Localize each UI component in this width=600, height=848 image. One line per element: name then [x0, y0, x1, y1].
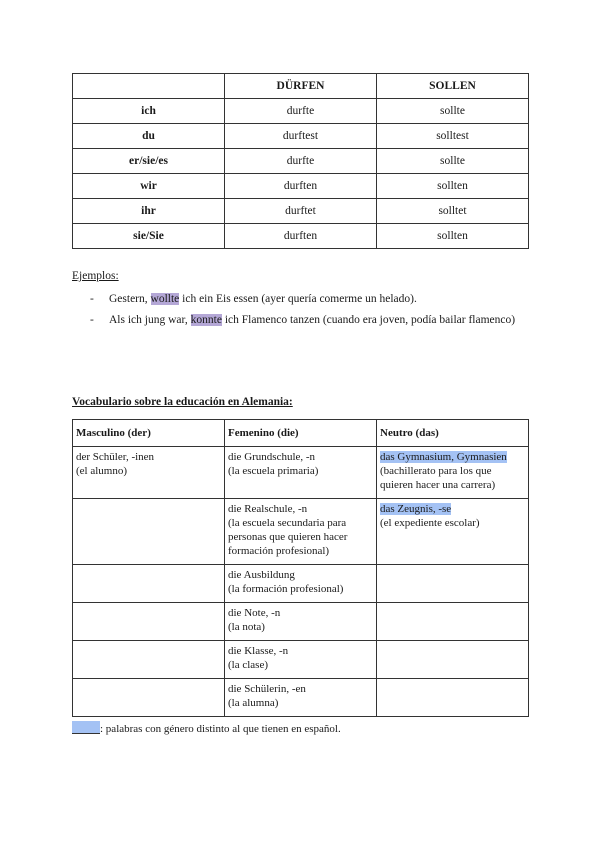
pronoun-cell: er/sie/es: [73, 149, 225, 174]
masculine-cell: [73, 565, 225, 603]
durfen-cell: durfte: [225, 99, 377, 124]
example-text-after: ich ein Eis essen (ayer quería comerme un helado).: [179, 293, 417, 305]
feminine-translation: (la nota): [228, 621, 265, 633]
neuter-word-highlight: das Gymnasium, Gymnasien: [380, 451, 507, 463]
neuter-translation: (el expediente escolar): [380, 517, 480, 529]
example-dash: -: [90, 293, 94, 305]
masculine-cell: [73, 679, 225, 717]
pronoun-cell: du: [73, 124, 225, 149]
neuter-word-highlight: das Zeugnis, -se: [380, 503, 452, 515]
example-text-after: ich Flamenco tanzen (cuando era joven, podía bailar flamenco): [221, 314, 516, 326]
vocabulary-row: [73, 565, 529, 603]
neuter-cell: [377, 447, 529, 499]
sollen-cell: sollten: [377, 224, 529, 249]
example-dash: -: [90, 314, 94, 326]
example-highlight-verb: konnte: [190, 314, 222, 326]
example-text: [109, 289, 527, 310]
pronoun-cell: sie/Sie: [73, 224, 225, 249]
legend-swatch: [72, 721, 100, 734]
sollen-cell: solltest: [377, 124, 529, 149]
pronoun-cell: ich: [73, 99, 225, 124]
feminine-word: die Note, -n: [228, 607, 281, 619]
feminine-translation: (la alumna): [228, 697, 279, 709]
header-feminine: Femenino (die): [225, 420, 377, 447]
example-text: [109, 310, 527, 331]
neuter-cell: [377, 641, 529, 679]
vocabulary-row: [73, 447, 529, 499]
feminine-word: die Klasse, -n: [228, 645, 289, 657]
masculine-cell: [73, 447, 225, 499]
examples-title: Ejemplos:: [72, 270, 119, 282]
feminine-cell: [225, 679, 377, 717]
example-text-before: Gestern,: [109, 293, 151, 305]
neuter-cell: [377, 565, 529, 603]
legend: [72, 721, 341, 735]
feminine-cell: [225, 603, 377, 641]
conjugation-table: [72, 73, 529, 249]
masculine-word: der Schüler, -inen: [76, 451, 155, 463]
feminine-cell: [225, 641, 377, 679]
header-neuter: Neutro (das): [377, 420, 529, 447]
neuter-cell: [377, 679, 529, 717]
vocabulary-row: [73, 499, 529, 565]
vocabulary-row: [73, 641, 529, 679]
header-masculine: Masculino (der): [73, 420, 225, 447]
neuter-translation: (bachillerato para los que quieren hacer una carrera): [380, 465, 496, 491]
pronoun-cell: wir: [73, 174, 225, 199]
conjugation-row: [73, 199, 529, 224]
feminine-translation: (la escuela primaria): [228, 465, 319, 477]
feminine-translation: (la formación profesional): [228, 583, 344, 595]
durfen-cell: durften: [225, 224, 377, 249]
conjugation-row: [73, 224, 529, 249]
sollen-cell: sollte: [377, 149, 529, 174]
neuter-cell: [377, 499, 529, 565]
durfen-cell: durftest: [225, 124, 377, 149]
masculine-translation: (el alumno): [76, 465, 128, 477]
neuter-cell: [377, 603, 529, 641]
pronoun-cell: ihr: [73, 199, 225, 224]
feminine-word: die Grundschule, -n: [228, 451, 316, 463]
sollen-cell: sollte: [377, 99, 529, 124]
vocabulary-header-row: [73, 420, 529, 447]
durfen-cell: durftet: [225, 199, 377, 224]
feminine-translation: (la clase): [228, 659, 268, 671]
durfen-cell: durfte: [225, 149, 377, 174]
example-text-before: Als ich jung war,: [109, 314, 191, 326]
sollen-cell: solltet: [377, 199, 529, 224]
vocabulary-row: [73, 603, 529, 641]
vocabulary-table: [72, 419, 529, 717]
feminine-cell: [225, 447, 377, 499]
conjugation-header-row: [73, 74, 529, 99]
feminine-word: die Ausbildung: [228, 569, 295, 581]
masculine-cell: [73, 603, 225, 641]
conjugation-header-empty: [73, 74, 225, 99]
example-highlight-verb: wollte: [150, 293, 180, 305]
sollen-cell: sollten: [377, 174, 529, 199]
legend-text: : palabras con género distinto al que tienen en español.: [100, 723, 341, 735]
conjugation-row: [73, 149, 529, 174]
masculine-cell: [73, 499, 225, 565]
vocabulary-title: Vocabulario sobre la educación en Alemania:: [72, 396, 293, 408]
conjugation-row: [73, 174, 529, 199]
feminine-translation: (la escuela secundaria para personas que quieren hacer formación profesional): [228, 517, 348, 557]
feminine-cell: [225, 499, 377, 565]
conjugation-header-sollen: SOLLEN: [377, 74, 529, 99]
feminine-word: die Schülerin, -en: [228, 683, 306, 695]
masculine-cell: [73, 641, 225, 679]
feminine-word: die Realschule, -n: [228, 503, 308, 515]
durfen-cell: durften: [225, 174, 377, 199]
conjugation-header-durfen: DÜRFEN: [225, 74, 377, 99]
conjugation-row: [73, 99, 529, 124]
vocabulary-row: [73, 679, 529, 717]
feminine-cell: [225, 565, 377, 603]
conjugation-row: [73, 124, 529, 149]
